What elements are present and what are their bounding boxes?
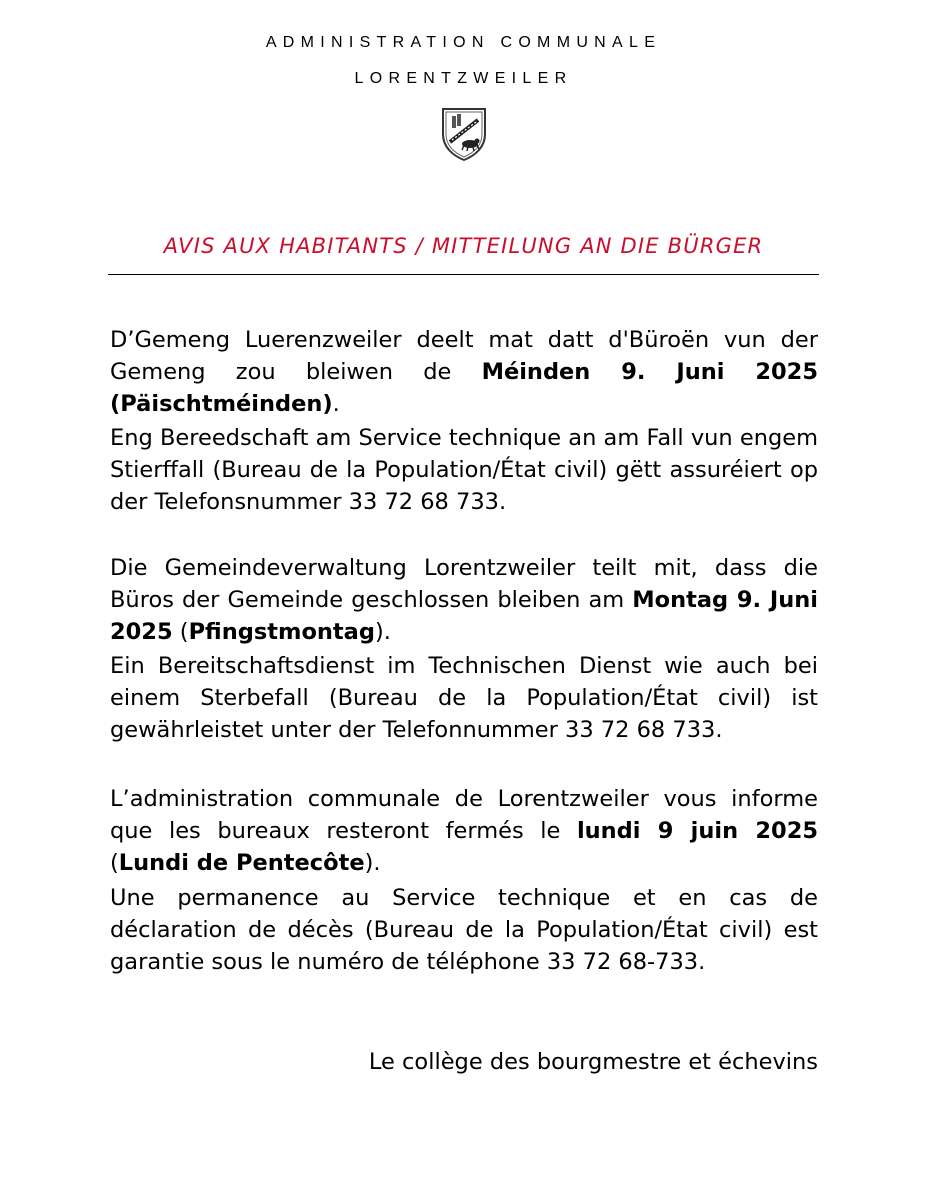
notice-title: AVIS AUX HABITANTS / MITTEILUNG AN DIE BÜRGER	[163, 234, 764, 258]
de-closure-date: Montag 9. Juni 2025	[110, 587, 818, 645]
lux-holiday-name: (Päischtméinden)	[110, 391, 333, 417]
de-paragraph-oncall: Ein Bereitschaftsdienst im Technischen Dienst wie auch bei einem Sterbefall (Bureau de la Population/État civil) ist gewährleistet unter der Telefonnummer 33 72 68 733.	[110, 653, 818, 743]
de-paren-open: (	[172, 619, 189, 645]
lux-paragraph-closure	[110, 324, 818, 420]
lux-closure-end: .	[332, 391, 340, 417]
lux-closure-date: Méinden 9. Juni 2025	[481, 359, 818, 385]
lux-paragraph-oncall: Eng Bereedschaft am Service technique an am Fall vun engem Stierffall (Bureau de la Population/État civil) gëtt assuréiert op der Telefonsnummer 33 72 68 733.	[110, 425, 818, 515]
fr-closure-end: ).	[364, 850, 381, 876]
lux-closure-text: D’Gemeng Luerenzweiler deelt mat datt d'Büroën vun der Gemeng zou bleiwen de	[110, 327, 818, 385]
title-divider	[108, 274, 819, 275]
de-holiday-name: Pfingstmontag	[188, 619, 375, 645]
header-administration: ADMINISTRATION COMMUNALE	[265, 34, 662, 51]
fr-paragraph-closure	[110, 783, 818, 879]
de-closure-text: Die Gemeindeverwaltung Lorentzweiler teilt mit, dass die Büros der Gemeinde geschlossen bleiben am	[110, 555, 818, 613]
fr-closure-date: lundi 9 juin 2025	[576, 818, 819, 844]
signature: Le collège des bourgmestre et échevins	[368, 1049, 818, 1075]
fr-paragraph-oncall: Une permanence au Service technique et en cas de déclaration de décès (Bureau de la Population/État civil) est garantie sous le numéro de téléphone 33 72 68-733.	[110, 885, 818, 975]
coat-of-arms-icon	[440, 106, 488, 162]
de-closure-end: ).	[374, 619, 391, 645]
de-paragraph-closure	[110, 552, 818, 648]
fr-closure-text: L’administration communale de Lorentzweiler vous informe que les bureaux resteront fermés le	[110, 786, 818, 844]
fr-holiday-name: Lundi de Pentecôte	[118, 850, 365, 876]
fr-paren-open: (	[110, 850, 119, 876]
header-commune-name: LORENTZWEILER	[354, 70, 573, 87]
